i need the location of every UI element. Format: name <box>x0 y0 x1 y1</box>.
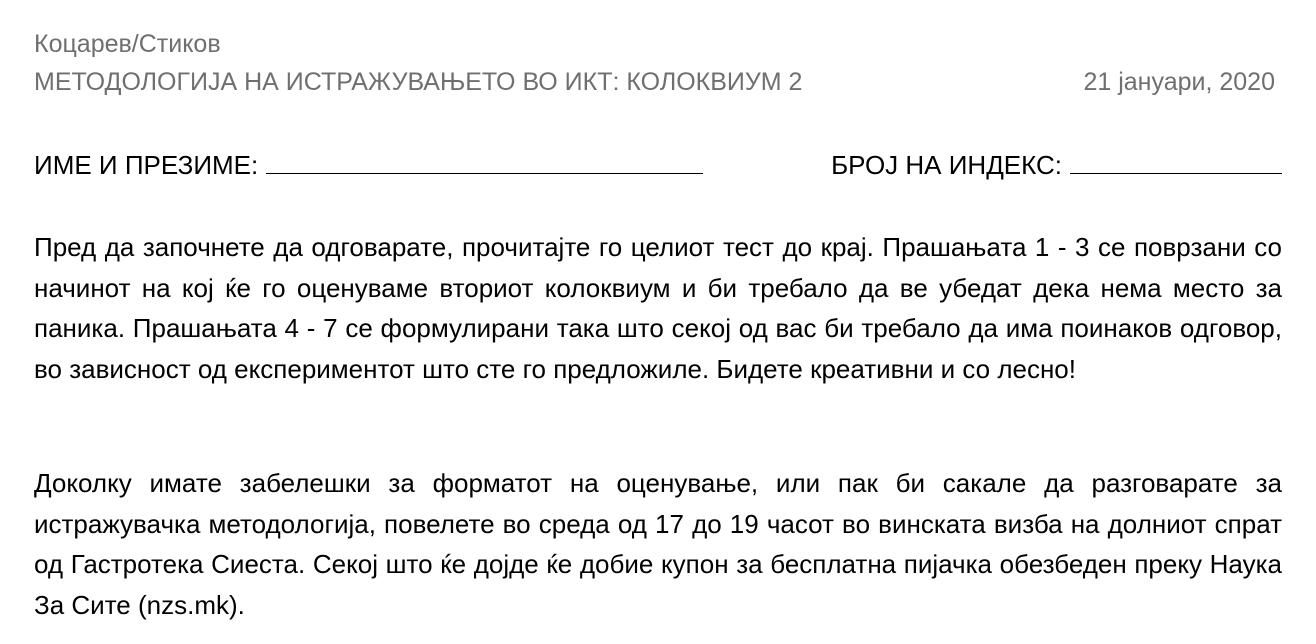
name-label: ИМЕ И ПРЕЗИМЕ: <box>34 150 259 180</box>
name-blank-line[interactable] <box>266 147 703 174</box>
index-field <box>831 147 1282 181</box>
exam-page <box>34 0 1282 644</box>
header-authors: Коцарев/Стиков <box>34 30 221 58</box>
header-date: 21 јануари, 2020 <box>1083 68 1275 96</box>
index-blank-line[interactable] <box>1070 147 1282 174</box>
index-label: БРОЈ НА ИНДЕКС: <box>831 150 1062 180</box>
name-field <box>34 147 703 181</box>
contact-paragraph: Доколку имате забелешки за форматот на оценување, или пак би сакале да разговарате за истражувачка методологија, повелете во среда од 17 до 19 часот во винската визба на долниот спрат од Гастротека Сиеста. Секој што ќе дојде ќе добие купон за бесплатна пијачка обезбеден преку Наука За Сите (nzs.mk). <box>34 468 1282 620</box>
instructions-paragraph: Пред да започнете да одговарате, прочитајте го целиот тест до крај. Прашањата 1 - 3 се поврзани со начинот на кој ќе го оценуваме вториот колоквиум и би требало да ве убедат дека нема место за паника. Прашањата 4 - 7 се формулирани така што секој од вас би требало да има поинаков одговор, во зависност од експериментот што сте го предложиле. Бидете креативни и со лесно! <box>34 232 1282 384</box>
header-title: МЕТОДОЛОГИЈА НА ИСТРАЖУВАЊЕТО ВО ИКТ: КОЛОКВИУМ 2 <box>34 68 803 96</box>
